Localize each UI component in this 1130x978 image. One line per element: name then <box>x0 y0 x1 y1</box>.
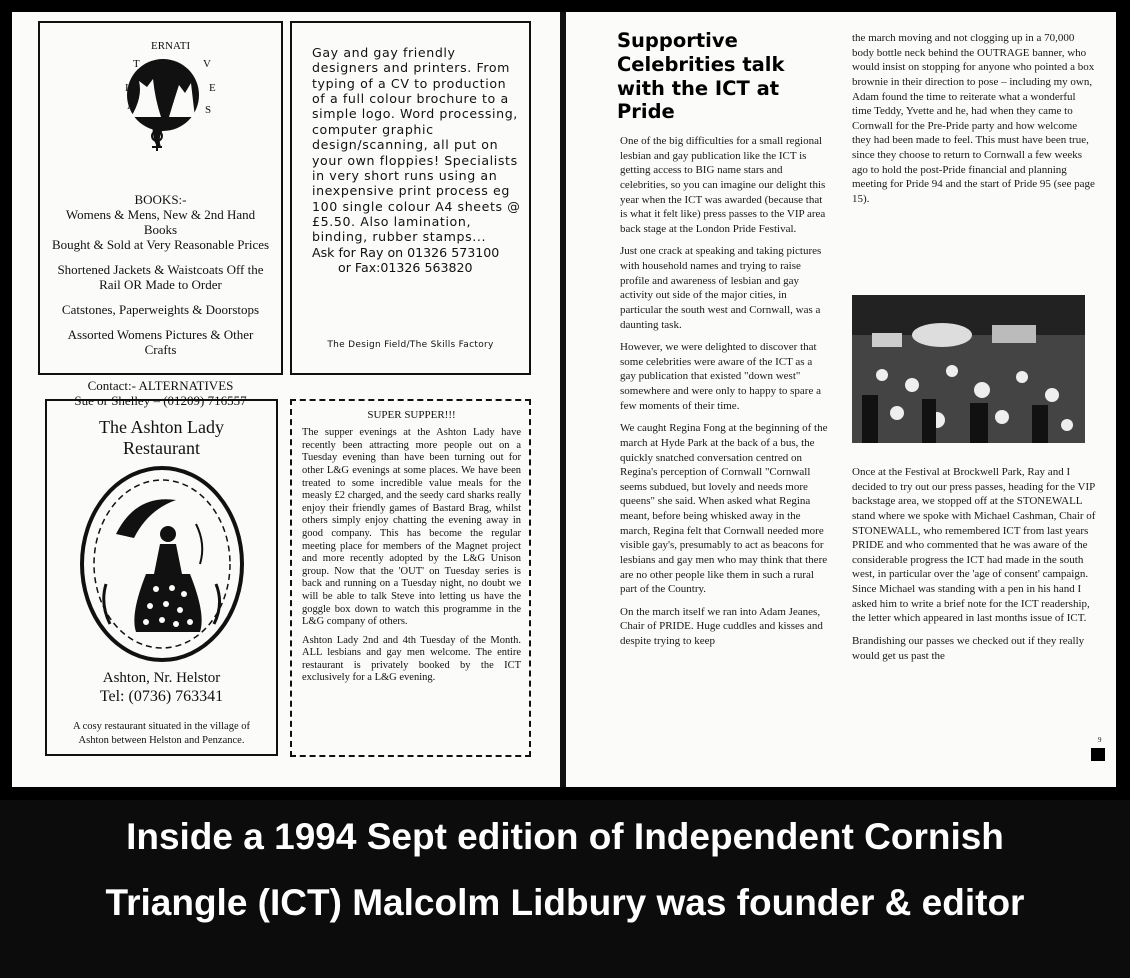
article-column-2-top <box>852 31 1096 215</box>
ashton-address: Ashton, Nr. Helstor <box>102 670 221 687</box>
jackets-line-1: Shortened Jackets & Waistcoats Off the <box>57 261 264 277</box>
pictures-line-1: Assorted Womens Pictures & Other <box>67 326 254 342</box>
design-ad-footer: The Design Field/The Skills Factory <box>327 340 494 351</box>
design-field-ad <box>290 21 531 375</box>
col2-paragraph-2: Once at the Festival at Brockwell Park, Ray and I decided to try out our press passes, heading for the VIP backstage area, we stopped off at the STONEWALL stand where we spoke with Michael Cashman, Chair of STONEWALL, who remembered ICT from last years PRIDE and who commented that he was aware of the considerable progress the ICT had made in the south west, in particular over the 'age of consent' campaign. Since Michael was standing with a pen in his hand I asked him to write a brief note for the ICT readership, the letter which appeared in last months issue of ICT. <box>852 466 1096 625</box>
svg-text:E: E <box>208 82 216 94</box>
end-mark <box>1091 748 1105 761</box>
col1-paragraph-3: However, we were delighted to discover that some celebrities were aware of the ICT as a gay publication that existed "down west" somewhere and were only to happy to spare a few moments of their time. <box>620 341 821 412</box>
ashton-telephone: Tel: (0736) 763341 <box>99 687 224 705</box>
svg-text:V: V <box>202 58 211 70</box>
books-line-2: Bought & Sold at Very Reasonable Prices <box>51 236 270 252</box>
ashton-cosy-line-1: A cosy restaurant situated in the village of <box>73 721 250 733</box>
design-ad-contact-2: or Fax:01326 563820 <box>338 260 473 276</box>
super-supper-ad <box>290 399 531 757</box>
supper-paragraph-2: Ashton Lady 2nd and 4th Tuesday of the Month. ALL lesbians and gay men welcome. The entire restaurant is privately booked by the ICT exclusively for a L&G evening. <box>302 634 521 684</box>
col2-paragraph-top: the march moving and not clogging up in a 70,000 body bottle neck behind the OUTRAGE banner, who would insist on stopping for anyone who pointed a box brownie in their direction to pose – including my own, Adam found the time to reiterate what a wonderful time Teddy, Yvette and he, had when they came to Cornwall for the Pre-Pride party and how welcome they had been made to feel. This must have been true, since they choose to return to Cornwall a few weeks ago to hold the post-Pride financial and planning meeting for Pride 94 and the start of Pride 95 (see page 15). <box>852 32 1095 205</box>
lady-illustration <box>76 464 248 664</box>
col1-paragraph-5: On the march itself we ran into Adam Jeanes, Chair of PRIDE. Huge cuddles and kisses and despite trying to keep <box>620 605 823 647</box>
contact-line-1: Contact:- ALTERNATIVES <box>87 378 234 394</box>
ashton-title-1: The Ashton Lady <box>99 417 224 437</box>
caption-line-1: Inside a 1994 Sept edition of Independent Cornish <box>126 816 1004 857</box>
pictures-line-2: Crafts <box>144 341 177 357</box>
svg-text:A: A <box>126 100 135 112</box>
catstones-line: Catstones, Paperweights & Doorstops <box>61 301 260 317</box>
article-column-1 <box>620 134 830 657</box>
left-page <box>12 12 560 787</box>
design-ad-body: Gay and gay friendly designers and printers. From typing of a CV to production of a full colour brochure to a simple logo. Word processing, computer graphic design/scanning, all put on your own floppies! Specialists in very short runs using an inexpensive print process eg 100 single colour A4 sheets @ £5.50. Also lamination, binding, rubber stamps... <box>312 45 521 245</box>
col2-paragraph-3: Brandishing our passes we checked out if they really would get us past the <box>852 634 1085 662</box>
article-headline: Supportive Celebrities talk with the ICT at Pride <box>617 29 785 124</box>
col1-paragraph-4: We caught Regina Fong at the beginning of the march at Hyde Park at the back of a bus, the quickly snatched conversation centred on Regina's perception of Cornwall "Cornwall seems subdued, but lovely and needs more queens" she said. When asked what Regina meant, before being whisked away in the march, Regina felt that Cornwall needed more visible gay's, presumably to act as beacons for lesbians and gay men who may think that there are no other people like them in such a rural part of the Country. <box>620 422 828 596</box>
supper-title: SUPER SUPPER!!! <box>367 409 456 421</box>
contact-line-2: Sue or Shelley – (01209) 716557 <box>74 393 247 409</box>
page-number: 9 <box>1098 736 1102 744</box>
design-ad-contact-1: Ask for Ray on 01326 573100 <box>312 244 500 260</box>
supper-paragraph-1: The supper evenings at the Ashton Lady have recently been attracting more people out on a Tuesday evening than have been turning out for other L&G evenings at some places. We have been treated to some incredible value meals for the measly £2 charged, and the seedy card sharks really enjoy their friendly games of Bastard Brag, whilst others simply enjoy chatting the evening away in good company. This has become the regular meeting place for members of the Magnet project and more recently adopted by the L&G Unison group. Now that the 'OUT' on Tuesday series is back and running on a Tuesday night, no doubt we will be able to talk Steve into letting us have the goggle box down to watch this programme in the L&G company of others. <box>302 427 521 628</box>
books-line-1: Womens & Mens, New & 2nd Hand Books <box>65 206 256 237</box>
ashton-title-2: Restaurant <box>123 437 200 458</box>
article-column-2-bottom <box>852 465 1096 671</box>
ashton-lady-ad <box>45 399 278 756</box>
alternatives-logo <box>91 37 231 155</box>
right-page <box>566 12 1116 787</box>
books-heading: BOOKS:- <box>134 192 187 207</box>
caption-line-2: Triangle (ICT) Malcolm Lidbury was founder & editor <box>105 882 1025 923</box>
svg-text:L: L <box>124 82 132 94</box>
alternatives-ad <box>38 21 283 409</box>
svg-text:T: T <box>132 58 140 70</box>
svg-text:ERNATI: ERNATI <box>150 40 190 52</box>
pride-crowd-photo <box>852 295 1085 443</box>
caption-banner <box>0 800 1130 978</box>
col1-paragraph-1: One of the big difficulties for a small regional lesbian and gay publication like the ICT is getting access to BIG name stars and celebrities, so you can imagine our delight this year when the ICT was awarded (because that is what it felt like) press passes to the VIP area back stage at the London Pride Festival. <box>620 135 826 235</box>
ashton-cosy-line-2: Ashton between Helston and Penzance. <box>78 734 245 746</box>
svg-text:S: S <box>204 104 211 116</box>
col1-paragraph-2: Just one crack at speaking and taking pictures with household names and trying to raise profile and awareness of lesbian and gay activity out side of the major cities, in particular the south west and Cornwall, was a daunting task. <box>620 245 822 331</box>
jackets-line-2: Rail OR Made to Order <box>99 276 222 292</box>
